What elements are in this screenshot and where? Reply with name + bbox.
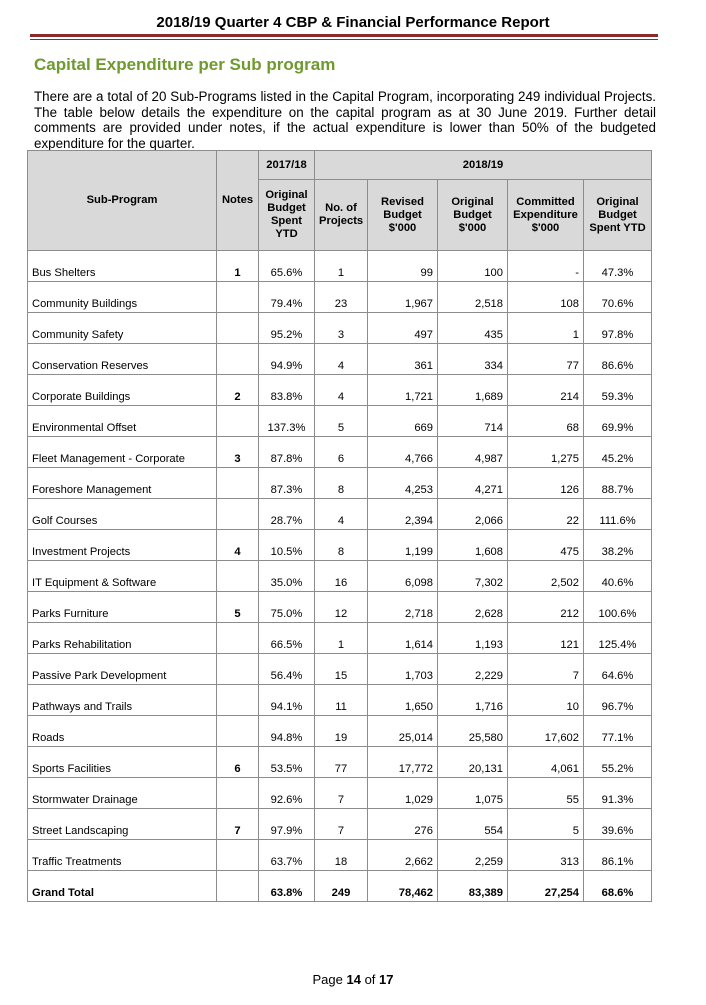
row-sub-program: Sports Facilities <box>28 747 217 778</box>
row-orig-spent-prev: 56.4% <box>259 654 315 685</box>
row-note: 2 <box>217 375 259 406</box>
row-revised-budget: 361 <box>368 344 438 375</box>
row-orig-spent-prev: 92.6% <box>259 778 315 809</box>
row-note <box>217 313 259 344</box>
table-row <box>28 747 652 778</box>
row-original-budget: 83,389 <box>438 871 508 902</box>
row-original-budget: 1,716 <box>438 685 508 716</box>
row-orig-spent-prev: 87.8% <box>259 437 315 468</box>
header-rule-thin <box>30 39 658 40</box>
row-note <box>217 623 259 654</box>
row-revised-budget: 17,772 <box>368 747 438 778</box>
row-note <box>217 778 259 809</box>
col-header-year-curr: 2018/19 <box>315 151 652 180</box>
footer-page-number: 14 <box>346 972 361 987</box>
table-row <box>28 561 652 592</box>
row-projects: 19 <box>315 716 368 747</box>
row-orig-spent-prev: 65.6% <box>259 251 315 282</box>
table-row <box>28 809 652 840</box>
row-committed: 77 <box>508 344 584 375</box>
row-committed: 7 <box>508 654 584 685</box>
row-committed: 4,061 <box>508 747 584 778</box>
row-original-budget: 2,518 <box>438 282 508 313</box>
row-orig-spent-curr: 100.6% <box>584 592 652 623</box>
row-revised-budget: 1,721 <box>368 375 438 406</box>
row-orig-spent-curr: 38.2% <box>584 530 652 561</box>
row-orig-spent-prev: 53.5% <box>259 747 315 778</box>
row-original-budget: 554 <box>438 809 508 840</box>
row-orig-spent-curr: 45.2% <box>584 437 652 468</box>
row-orig-spent-prev: 83.8% <box>259 375 315 406</box>
row-projects: 6 <box>315 437 368 468</box>
row-orig-spent-curr: 86.1% <box>584 840 652 871</box>
row-committed: 17,602 <box>508 716 584 747</box>
row-note: 7 <box>217 809 259 840</box>
row-orig-spent-prev: 10.5% <box>259 530 315 561</box>
row-original-budget: 435 <box>438 313 508 344</box>
row-original-budget: 1,689 <box>438 375 508 406</box>
row-committed: 475 <box>508 530 584 561</box>
row-sub-program: Passive Park Development <box>28 654 217 685</box>
row-orig-spent-prev: 94.9% <box>259 344 315 375</box>
row-sub-program: Community Safety <box>28 313 217 344</box>
row-revised-budget: 1,650 <box>368 685 438 716</box>
col-header-original-budget: Original Budget $'000 <box>438 180 508 251</box>
table-row <box>28 592 652 623</box>
page-footer <box>0 972 706 987</box>
capex-table <box>27 150 652 902</box>
row-committed: 1 <box>508 313 584 344</box>
row-orig-spent-curr: 69.9% <box>584 406 652 437</box>
row-projects: 7 <box>315 809 368 840</box>
col-header-year-prev: 2017/18 <box>259 151 315 180</box>
row-orig-spent-prev: 137.3% <box>259 406 315 437</box>
row-sub-program: IT Equipment & Software <box>28 561 217 592</box>
row-orig-spent-prev: 28.7% <box>259 499 315 530</box>
row-orig-spent-prev: 75.0% <box>259 592 315 623</box>
row-projects: 77 <box>315 747 368 778</box>
row-orig-spent-curr: 88.7% <box>584 468 652 499</box>
row-note <box>217 344 259 375</box>
row-original-budget: 2,066 <box>438 499 508 530</box>
row-sub-program: Community Buildings <box>28 282 217 313</box>
row-note: 5 <box>217 592 259 623</box>
row-revised-budget: 78,462 <box>368 871 438 902</box>
row-committed: 2,502 <box>508 561 584 592</box>
row-committed: 212 <box>508 592 584 623</box>
row-projects: 8 <box>315 530 368 561</box>
table-row <box>28 437 652 468</box>
table-row <box>28 375 652 406</box>
row-note <box>217 716 259 747</box>
row-sub-program: Roads <box>28 716 217 747</box>
table-row-grand-total <box>28 871 652 902</box>
row-original-budget: 4,271 <box>438 468 508 499</box>
row-original-budget: 1,075 <box>438 778 508 809</box>
row-orig-spent-prev: 87.3% <box>259 468 315 499</box>
row-orig-spent-curr: 39.6% <box>584 809 652 840</box>
row-revised-budget: 2,662 <box>368 840 438 871</box>
row-note: 1 <box>217 251 259 282</box>
row-revised-budget: 1,199 <box>368 530 438 561</box>
col-header-committed: Committed Expenditure $'000 <box>508 180 584 251</box>
row-projects: 18 <box>315 840 368 871</box>
row-orig-spent-curr: 64.6% <box>584 654 652 685</box>
row-sub-program: Street Landscaping <box>28 809 217 840</box>
row-sub-program: Corporate Buildings <box>28 375 217 406</box>
row-committed: 313 <box>508 840 584 871</box>
row-original-budget: 20,131 <box>438 747 508 778</box>
row-committed: 22 <box>508 499 584 530</box>
row-committed: 214 <box>508 375 584 406</box>
table-row <box>28 778 652 809</box>
row-orig-spent-prev: 94.8% <box>259 716 315 747</box>
section-title: Capital Expenditure per Sub program <box>34 55 336 74</box>
header-rule-thick <box>30 34 658 37</box>
row-note <box>217 871 259 902</box>
table-row <box>28 468 652 499</box>
row-original-budget: 714 <box>438 406 508 437</box>
row-note <box>217 654 259 685</box>
row-sub-program: Golf Courses <box>28 499 217 530</box>
row-projects: 8 <box>315 468 368 499</box>
row-committed: 1,275 <box>508 437 584 468</box>
row-projects: 1 <box>315 623 368 654</box>
row-committed: 68 <box>508 406 584 437</box>
table-row <box>28 654 652 685</box>
row-original-budget: 4,987 <box>438 437 508 468</box>
report-header-title: 2018/19 Quarter 4 CBP & Financial Performance Report <box>156 14 550 31</box>
row-orig-spent-curr: 68.6% <box>584 871 652 902</box>
row-orig-spent-curr: 40.6% <box>584 561 652 592</box>
row-note <box>217 282 259 313</box>
row-orig-spent-prev: 66.5% <box>259 623 315 654</box>
row-original-budget: 2,628 <box>438 592 508 623</box>
row-orig-spent-curr: 86.6% <box>584 344 652 375</box>
row-revised-budget: 4,253 <box>368 468 438 499</box>
row-note <box>217 685 259 716</box>
table-row <box>28 406 652 437</box>
table-row <box>28 530 652 561</box>
row-revised-budget: 99 <box>368 251 438 282</box>
row-projects: 5 <box>315 406 368 437</box>
footer-page-total: 17 <box>379 972 394 987</box>
row-orig-spent-prev: 63.8% <box>259 871 315 902</box>
footer-of: of <box>364 972 376 987</box>
row-sub-program: Environmental Offset <box>28 406 217 437</box>
row-orig-spent-prev: 35.0% <box>259 561 315 592</box>
row-sub-program: Traffic Treatments <box>28 840 217 871</box>
row-orig-spent-prev: 97.9% <box>259 809 315 840</box>
row-note: 3 <box>217 437 259 468</box>
row-original-budget: 1,193 <box>438 623 508 654</box>
col-header-projects: No. of Projects <box>315 180 368 251</box>
row-orig-spent-curr: 111.6% <box>584 499 652 530</box>
row-original-budget: 25,580 <box>438 716 508 747</box>
row-orig-spent-curr: 91.3% <box>584 778 652 809</box>
row-projects: 11 <box>315 685 368 716</box>
row-orig-spent-curr: 59.3% <box>584 375 652 406</box>
table-row <box>28 344 652 375</box>
row-orig-spent-prev: 63.7% <box>259 840 315 871</box>
table-row <box>28 623 652 654</box>
row-projects: 23 <box>315 282 368 313</box>
row-sub-program: Fleet Management - Corporate <box>28 437 217 468</box>
table-row <box>28 251 652 282</box>
col-header-orig-spent-prev: Original Budget Spent YTD <box>259 180 315 251</box>
row-note <box>217 840 259 871</box>
row-sub-program: Conservation Reserves <box>28 344 217 375</box>
row-sub-program: Bus Shelters <box>28 251 217 282</box>
row-revised-budget: 2,718 <box>368 592 438 623</box>
row-original-budget: 2,229 <box>438 654 508 685</box>
row-orig-spent-prev: 79.4% <box>259 282 315 313</box>
row-original-budget: 7,302 <box>438 561 508 592</box>
row-orig-spent-curr: 55.2% <box>584 747 652 778</box>
col-header-sub-program: Sub-Program <box>28 151 217 251</box>
row-orig-spent-curr: 47.3% <box>584 251 652 282</box>
row-committed: 121 <box>508 623 584 654</box>
row-orig-spent-prev: 94.1% <box>259 685 315 716</box>
footer-prefix: Page <box>312 972 343 987</box>
row-projects: 4 <box>315 344 368 375</box>
row-revised-budget: 2,394 <box>368 499 438 530</box>
row-revised-budget: 6,098 <box>368 561 438 592</box>
row-revised-budget: 4,766 <box>368 437 438 468</box>
row-projects: 249 <box>315 871 368 902</box>
row-committed: 27,254 <box>508 871 584 902</box>
row-projects: 3 <box>315 313 368 344</box>
row-revised-budget: 1,703 <box>368 654 438 685</box>
row-original-budget: 100 <box>438 251 508 282</box>
row-committed: - <box>508 251 584 282</box>
row-note: 4 <box>217 530 259 561</box>
row-committed: 55 <box>508 778 584 809</box>
row-sub-program: Stormwater Drainage <box>28 778 217 809</box>
row-orig-spent-curr: 70.6% <box>584 282 652 313</box>
table-row <box>28 313 652 344</box>
row-revised-budget: 276 <box>368 809 438 840</box>
table-row <box>28 499 652 530</box>
row-sub-program: Parks Furniture <box>28 592 217 623</box>
row-revised-budget: 1,967 <box>368 282 438 313</box>
col-header-orig-spent-curr: Original Budget Spent YTD <box>584 180 652 251</box>
row-orig-spent-curr: 96.7% <box>584 685 652 716</box>
row-revised-budget: 25,014 <box>368 716 438 747</box>
row-committed: 126 <box>508 468 584 499</box>
row-projects: 15 <box>315 654 368 685</box>
row-revised-budget: 1,614 <box>368 623 438 654</box>
row-orig-spent-curr: 97.8% <box>584 313 652 344</box>
row-projects: 1 <box>315 251 368 282</box>
row-orig-spent-prev: 95.2% <box>259 313 315 344</box>
row-revised-budget: 497 <box>368 313 438 344</box>
row-projects: 12 <box>315 592 368 623</box>
row-revised-budget: 669 <box>368 406 438 437</box>
row-orig-spent-curr: 125.4% <box>584 623 652 654</box>
row-note <box>217 561 259 592</box>
table-row <box>28 685 652 716</box>
row-committed: 108 <box>508 282 584 313</box>
row-sub-program: Investment Projects <box>28 530 217 561</box>
row-sub-program: Grand Total <box>28 871 217 902</box>
intro-paragraph: There are a total of 20 Sub-Programs listed in the Capital Program, incorporating 249 individual Projects. The table below details the expenditure on the capital program as at 30 June 2019. Further detail comments are provided under notes, if the actual expenditure is lower than 50% of the budgeted expenditure for the quarter. <box>34 89 656 151</box>
row-revised-budget: 1,029 <box>368 778 438 809</box>
row-original-budget: 2,259 <box>438 840 508 871</box>
row-projects: 4 <box>315 375 368 406</box>
table-row <box>28 282 652 313</box>
row-note <box>217 499 259 530</box>
row-committed: 10 <box>508 685 584 716</box>
row-original-budget: 334 <box>438 344 508 375</box>
row-original-budget: 1,608 <box>438 530 508 561</box>
row-note <box>217 468 259 499</box>
row-note: 6 <box>217 747 259 778</box>
row-note <box>217 406 259 437</box>
row-sub-program: Pathways and Trails <box>28 685 217 716</box>
row-sub-program: Foreshore Management <box>28 468 217 499</box>
col-header-revised-budget: Revised Budget $'000 <box>368 180 438 251</box>
col-header-notes: Notes <box>217 151 259 251</box>
row-orig-spent-curr: 77.1% <box>584 716 652 747</box>
row-sub-program: Parks Rehabilitation <box>28 623 217 654</box>
row-projects: 7 <box>315 778 368 809</box>
table-row <box>28 716 652 747</box>
row-projects: 4 <box>315 499 368 530</box>
table-row <box>28 840 652 871</box>
row-committed: 5 <box>508 809 584 840</box>
row-projects: 16 <box>315 561 368 592</box>
